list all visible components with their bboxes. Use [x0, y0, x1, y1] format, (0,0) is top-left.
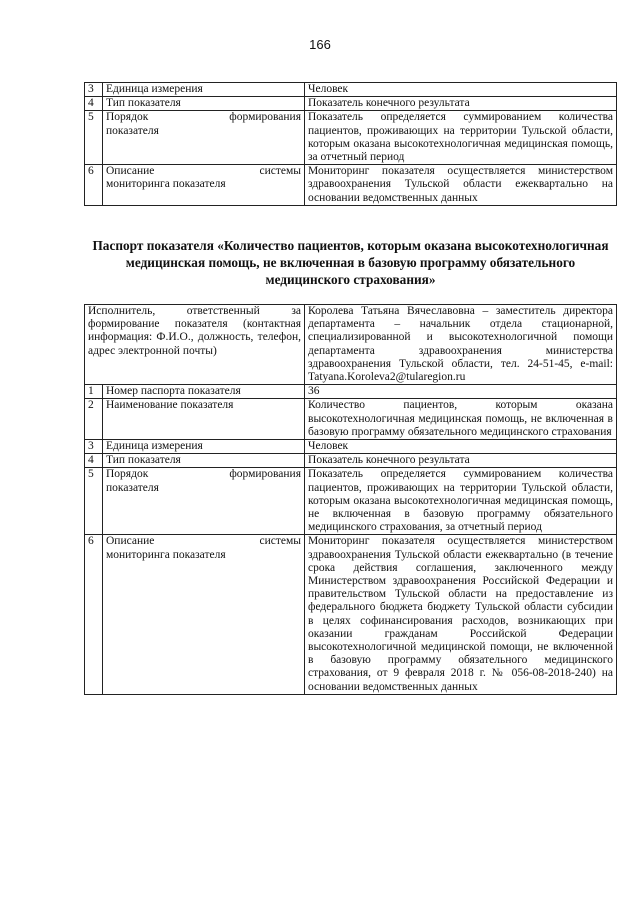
row-label: Наименование показателя	[103, 399, 305, 440]
table-row	[85, 83, 617, 97]
table-row	[85, 305, 617, 385]
page-number: 166	[309, 37, 331, 52]
table-row	[85, 385, 617, 399]
row-number: 4	[85, 454, 103, 468]
table-row	[85, 468, 617, 535]
row-value: Показатель конечного результата	[305, 97, 617, 111]
row-number: 1	[85, 385, 103, 399]
table-row	[85, 165, 617, 206]
row-label	[103, 111, 305, 165]
table-row	[85, 440, 617, 454]
row-number: 6	[85, 165, 103, 206]
row-label-line: мониторинга показателя	[106, 548, 226, 561]
row-number: 5	[85, 111, 103, 165]
row-number: 3	[85, 440, 103, 454]
passport-table	[84, 304, 617, 695]
row-label-line: показателя	[106, 481, 159, 494]
row-label	[103, 165, 305, 206]
row-label-line: показателя	[106, 124, 159, 137]
row-label-line: Описание системы	[106, 165, 301, 178]
table-row	[85, 111, 617, 165]
row-value: Мониторинг показателя осуществляется министерством здравоохранения Тульской области ежеквартально (в течение срока действия соглашения, заключенного между Министерством здравоохранения Российской Федерации и правительством Тульской области на предоставление из федерального бюджета бюджету Тульской области субсидии в целях софинансирования расходов, возникающих при оказании гражданам Российской Федерации высокотехнологичной медицинской помощи, не включенной в базовую программу обязательного медицинского страхования, от 9 февраля 2018 г. № 056-08-2018-240) на основании ведомственных данных	[305, 535, 617, 694]
row-label	[103, 468, 305, 535]
row-value: 36	[305, 385, 617, 399]
indicator-table-continued	[84, 82, 617, 206]
row-label: Номер паспорта показателя	[103, 385, 305, 399]
row-label-line: Порядок формирования	[106, 468, 302, 481]
row-number: 5	[85, 468, 103, 535]
row-number: 2	[85, 399, 103, 440]
row-number: 4	[85, 97, 103, 111]
table-row	[85, 454, 617, 468]
row-label-line: Описание системы	[106, 535, 302, 548]
row-label-line: мониторинга показателя	[106, 178, 226, 191]
responsible-label: Исполнитель, ответственный за формирование показателя (контактная информация: Ф.И.О., должность, телефон, адрес электронной почты)	[85, 305, 305, 385]
row-value: Показатель определяется суммированием количества пациентов, проживающих на территории Тульской области, которым оказана высокотехнологичная медицинская помощь, за отчетный период	[305, 111, 617, 165]
row-label: Тип показателя	[103, 454, 305, 468]
row-label: Тип показателя	[103, 97, 305, 111]
table-row	[85, 399, 617, 440]
row-value: Мониторинг показателя осуществляется министерством здравоохранения Тульской области ежеквартально на основании ведомственных данных	[305, 165, 617, 206]
row-number: 3	[85, 83, 103, 97]
responsible-value: Королева Татьяна Вячеславовна – заместитель директора департамента – начальник отдела стационарной, специализированной и высокотехнологичной помощи департамента здравоохранения министерства здравоохранения Тульской области, тел. 24-51-45, e-mail: Tatyana.Koroleva2@tularegion.ru	[305, 305, 617, 385]
row-value: Показатель конечного результата	[305, 454, 617, 468]
row-value: Показатель определяется суммированием количества пациентов, проживающих на территории Тульской области, которым оказана высокотехнологичная медицинская помощь, не включенная в базовую программу обязательного медицинского страхования, за отчетный период	[305, 468, 617, 535]
table-row	[85, 535, 617, 694]
row-label: Единица измерения	[103, 83, 305, 97]
row-label	[103, 535, 305, 694]
passport-title: Паспорт показателя «Количество пациентов, которым оказана высокотехнологичная медицинская помощь, не включенная в базовую программу обязательного медицинского страхования»	[92, 238, 609, 287]
row-number: 6	[85, 535, 103, 694]
table-row	[85, 97, 617, 111]
row-value: Человек	[305, 83, 617, 97]
row-value: Количество пациентов, которым оказана высокотехнологичная медицинская помощь, не включенная в базовую программу обязательного медицинского страхования	[305, 399, 617, 440]
row-label-line: Порядок формирования	[106, 111, 301, 124]
row-value: Человек	[305, 440, 617, 454]
row-label: Единица измерения	[103, 440, 305, 454]
